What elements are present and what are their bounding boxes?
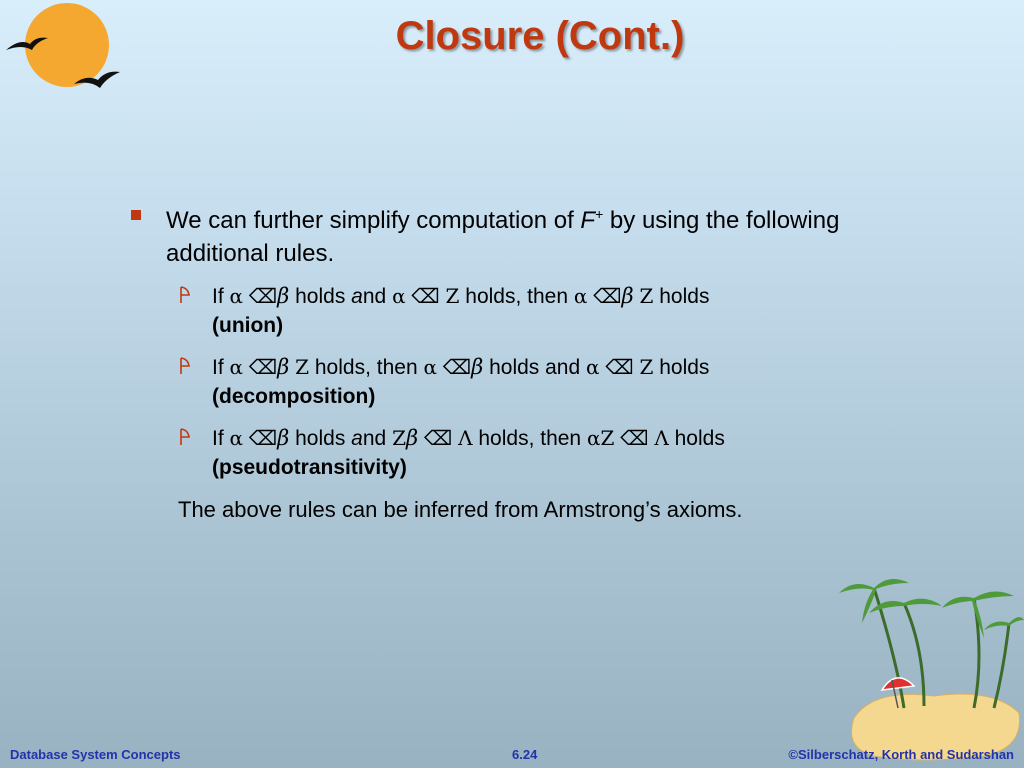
gamma-symbol: Z [295, 355, 310, 379]
main-bullet [128, 198, 888, 270]
rule-pseudotransitivity [128, 424, 888, 482]
rule-text: If [212, 356, 230, 379]
rule-text: holds, then [472, 427, 587, 450]
rule-text: holds [289, 427, 352, 450]
rule-text: holds, then [309, 356, 424, 379]
sun-birds-decoration [0, 0, 130, 100]
arrow-symbol: ⌫ [248, 355, 278, 379]
arrow-symbol: ⌫ [442, 355, 472, 379]
island-palm-decoration [834, 568, 1024, 768]
gamma-symbol: Z [445, 284, 460, 308]
footer-course: Database System Concepts [10, 747, 181, 762]
rule-text: a [351, 427, 363, 450]
gamma-symbol: Z [392, 426, 406, 450]
rule-text: holds, then [459, 285, 574, 308]
slide-title: Closure (Cont.) [395, 14, 685, 58]
rule-text: nd [362, 285, 393, 308]
rule-text: holds [653, 285, 710, 308]
alpha-symbol: α [586, 426, 601, 450]
alpha-symbol: α [586, 355, 600, 379]
beta-symbol: β [277, 355, 290, 379]
lambda-symbol: Λ [654, 426, 669, 450]
rule-union [128, 282, 888, 340]
alpha-symbol: α [423, 355, 437, 379]
f-symbol: F [580, 207, 596, 234]
lambda-symbol: Λ [458, 426, 473, 450]
note-text: The above rules can be inferred from Armstrong’s axioms. [178, 497, 743, 522]
main-bullet-text-end: by using the following additional rules. [166, 207, 840, 267]
main-bullet-text: We can further simplify computation of [166, 207, 581, 234]
rule-name: (pseudotransitivity) [212, 456, 407, 479]
arrow-symbol: ⌫ [248, 284, 278, 308]
sub-bullet-icon [178, 428, 192, 446]
rule-name: (decomposition) [212, 385, 376, 408]
rule-text: holds [668, 427, 725, 450]
rule-text: nd [362, 427, 393, 450]
rule-text: a [351, 285, 363, 308]
arrow-symbol: ⌫ [620, 426, 649, 450]
f-superscript: + [595, 206, 604, 222]
footer-copyright: ©Silberschatz, Korth and Sudarshan [788, 747, 1014, 762]
beta-symbol: β [621, 284, 634, 308]
alpha-symbol: α [229, 284, 244, 308]
beta-symbol: β [471, 355, 484, 379]
rules-list [128, 282, 888, 482]
sub-bullet-icon [178, 286, 192, 304]
square-bullet-icon [131, 210, 141, 220]
rule-decomposition [128, 353, 888, 411]
rule-text: If [212, 285, 230, 308]
slide-content [128, 198, 888, 525]
arrow-symbol: ⌫ [411, 284, 440, 308]
rule-text: If [212, 427, 230, 450]
alpha-symbol: α [573, 284, 588, 308]
gamma-symbol: Z [600, 426, 615, 450]
beta-symbol: β [277, 284, 290, 308]
rule-text: holds [289, 285, 352, 308]
arrow-symbol: ⌫ [593, 284, 622, 308]
sub-bullet-icon [178, 357, 192, 375]
rule-text: holds and [483, 356, 586, 379]
footer-page-number: 6.24 [512, 747, 538, 762]
arrow-symbol: ⌫ [248, 426, 278, 450]
beta-symbol: β [277, 426, 290, 450]
arrow-symbol: ⌫ [423, 426, 453, 450]
rule-text: holds [653, 356, 710, 379]
rule-name: (union) [212, 314, 284, 337]
gamma-symbol: Z [639, 355, 654, 379]
alpha-symbol: α [229, 355, 244, 379]
beta-symbol: β [405, 426, 419, 450]
gamma-symbol: Z [639, 284, 654, 308]
alpha-symbol: α [392, 284, 406, 308]
sun-icon [25, 3, 109, 87]
arrow-symbol: ⌫ [605, 355, 634, 379]
palm-leaves-icon [839, 579, 1024, 638]
alpha-symbol: α [229, 426, 244, 450]
